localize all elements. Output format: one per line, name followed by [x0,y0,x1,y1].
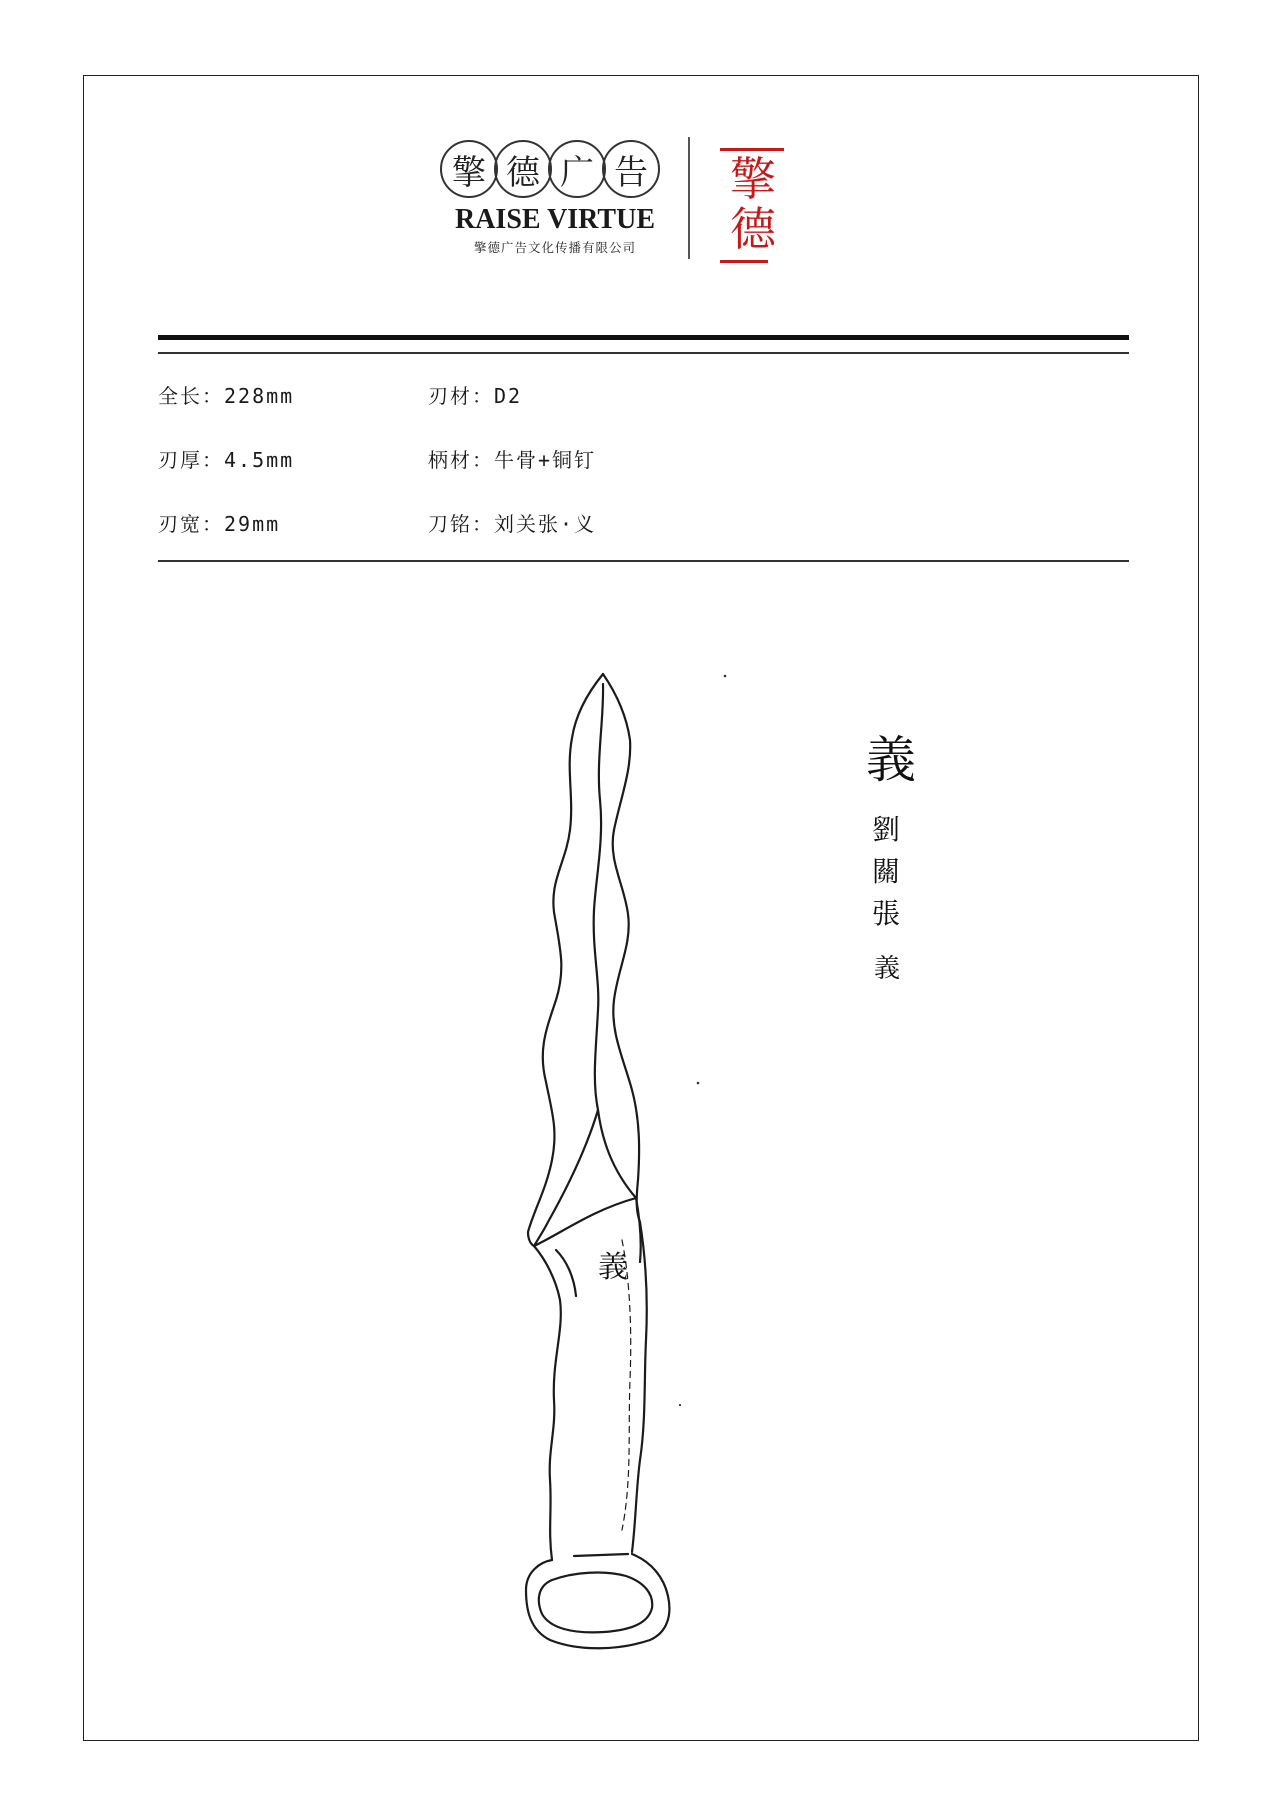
spec-inscription-label: 刀铭： [428,512,494,536]
logo-char-1: 擎 [440,140,498,198]
handle-back [534,1246,561,1560]
blade-grind-line [534,1110,598,1246]
spec-blade-material-value: D2 [494,384,523,408]
blade-front-edge [603,674,640,1222]
inscription-column-4: 義 [874,954,901,984]
inscription-large: 義 [866,731,916,789]
handle-bottom-line [574,1554,628,1556]
spec-length-value: 228mm [224,384,295,408]
spec-blade-material-label: 刃材： [428,384,494,408]
pommel-outer [526,1554,669,1648]
sketch-dot [724,675,727,678]
blade-back-edge [528,674,603,1246]
brand-name-cn: 擎德广告文化传播有限公司 [473,240,636,255]
inscription-column-2: 關 [872,855,901,888]
spec-thickness-label: 刃厚： [158,448,224,472]
spec-length-label: 全长： [158,384,224,408]
pommel-inner [539,1573,652,1633]
spec-width-value: 29mm [224,512,281,536]
handle-front [632,1222,647,1552]
spec-thickness-value: 4.5mm [224,448,295,472]
spec-handle-material-label: 柄材： [428,448,494,472]
spec-inscription-value: 刘关张·义 [494,512,597,536]
spec-handle-material-value: 牛骨+铜钉 [494,448,597,472]
brand-name-en: RAISE VIRTUE [454,204,655,235]
logo-char-3: 广 [548,140,606,198]
handle-inscription: 義 [598,1250,628,1285]
seal-char-2: 德 [730,202,776,256]
inscription-column-3: 張 [872,897,901,930]
handle-back-inner [556,1250,576,1296]
logo-char-4: 告 [602,140,660,198]
sketch-dot [679,1404,681,1406]
spec-width-label: 刃宽： [158,512,224,536]
inscription-column-1: 劉 [872,813,901,846]
seal-char-1: 擎 [730,152,776,206]
sketch-dot [697,1082,700,1085]
logo-char-2: 德 [494,140,552,198]
